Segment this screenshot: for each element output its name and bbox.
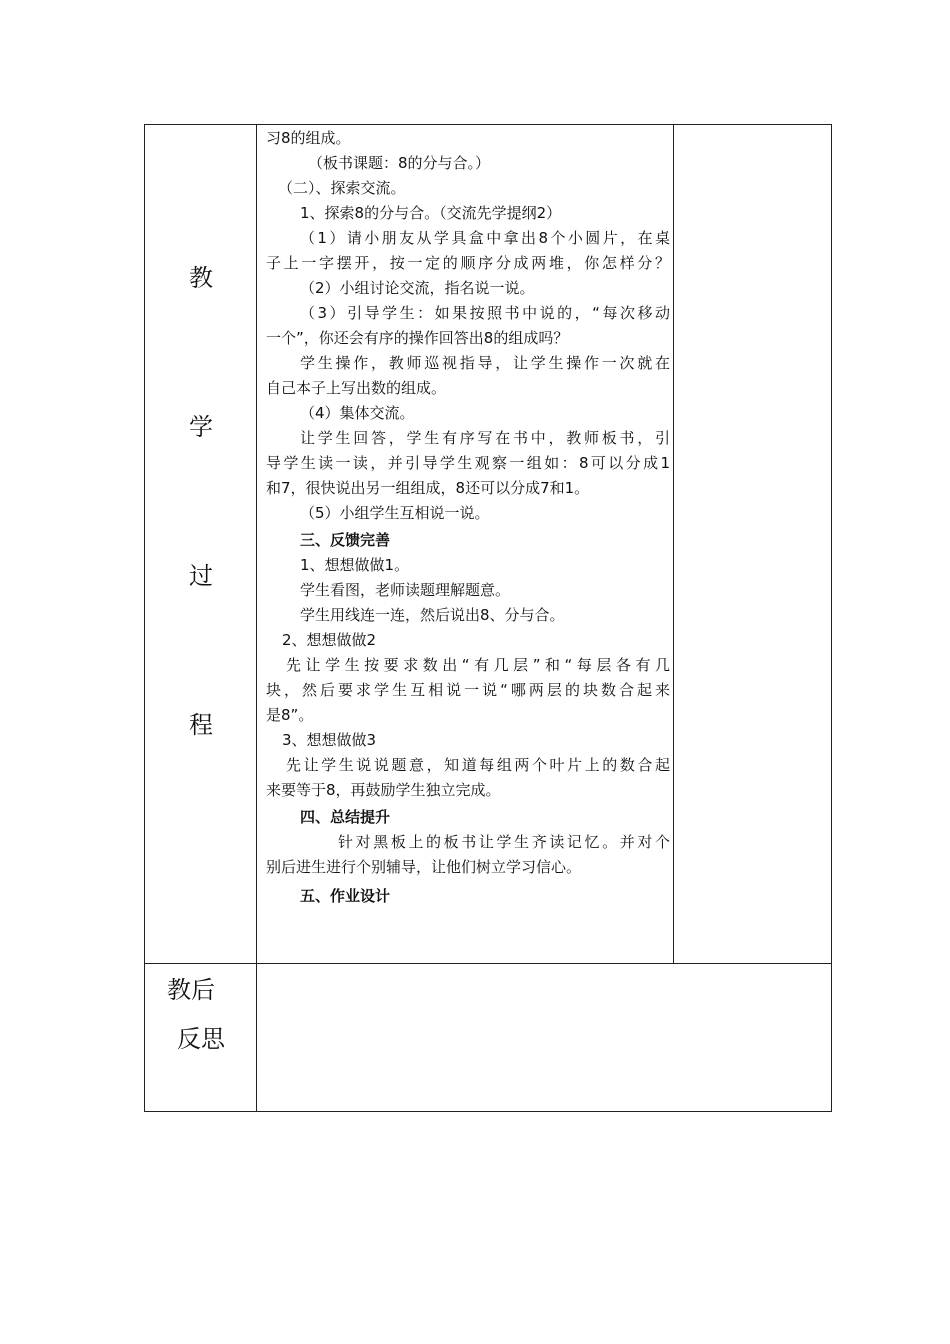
content-line: 块，然后要求学生互相说一说“哪两层的块数合起来 (266, 681, 670, 699)
content-line: 3、想想做做3 (282, 731, 377, 749)
content-line: （二）、探索交流。 (278, 179, 406, 197)
content-line: （3）引导学生：如果按照书中说的，“每次移动 (300, 304, 670, 322)
process-content-cell (258, 125, 674, 963)
remarks-cell (674, 125, 831, 963)
content-line: 1、探索8的分与合。（交流先学提纲2） (300, 204, 562, 222)
content-line: 针对黑板上的板书让学生齐读记忆。并对个 (338, 833, 670, 851)
content-line: 习8的组成。 (266, 129, 351, 147)
content-line: 2、想想做做2 (282, 631, 377, 649)
content-line: 学生操作，教师巡视指导，让学生操作一次就在 (300, 354, 670, 372)
content-line: 来要等于8，再鼓励学生独立完成。 (266, 781, 501, 799)
content-line: 是8”。 (266, 706, 314, 724)
reflection-label-line-1: 教后 (167, 976, 215, 1004)
process-label-char: 程 (189, 711, 213, 739)
content-line: 学生看图，老师读题理解题意。 (300, 581, 511, 599)
content-line: 1、想想做做1。 (300, 556, 410, 574)
process-label-char: 过 (189, 562, 213, 590)
reflection-label-line-2: 反思 (177, 1025, 225, 1053)
content-line: 别后进生进行个别辅导，让他们树立学习信心。 (266, 858, 582, 876)
section-heading: 五、作业设计 (300, 887, 391, 905)
content-line: （4）集体交流。 (300, 404, 415, 422)
content-line: （5）小组学生互相说一说。 (300, 504, 490, 522)
process-label-char: 教 (189, 264, 213, 292)
content-line: 一个”，你还会有序的操作回答出8的组成吗？ (266, 329, 569, 347)
content-line: （1）请小朋友从学具盒中拿出8个小圆片，在桌 (300, 229, 670, 247)
content-line: （2）小组讨论交流，指名说一说。 (300, 279, 535, 297)
content-line: （板书课题：8的分与合。） (308, 154, 491, 172)
content-line: 子上一字摆开，按一定的顺序分成两堆，你怎样分？ (266, 254, 670, 272)
content-line: 先让学生说说题意，知道每组两个叶片上的数合起 (286, 756, 670, 774)
content-line: 先让学生按要求数出“有几层”和“每层各有几 (286, 656, 670, 674)
process-label-cell (145, 125, 257, 963)
content-line: 自己本子上写出数的组成。 (266, 379, 447, 397)
content-line: 学生用线连一连，然后说出8、分与合。 (300, 606, 565, 624)
section-heading: 三、反馈完善 (300, 531, 391, 549)
reflection-content-cell (257, 964, 831, 1111)
lesson-plan-table (144, 124, 832, 1112)
content-line: 和7，很快说出另一组组成，8还可以分成7和1。 (266, 479, 590, 497)
section-heading: 四、总结提升 (300, 808, 391, 826)
process-label-char: 学 (189, 413, 213, 441)
content-line: 导学生读一读，并引导学生观察一组如：8可以分成1 (266, 454, 670, 472)
content-line: 让学生回答，学生有序写在书中，教师板书，引 (300, 429, 670, 447)
